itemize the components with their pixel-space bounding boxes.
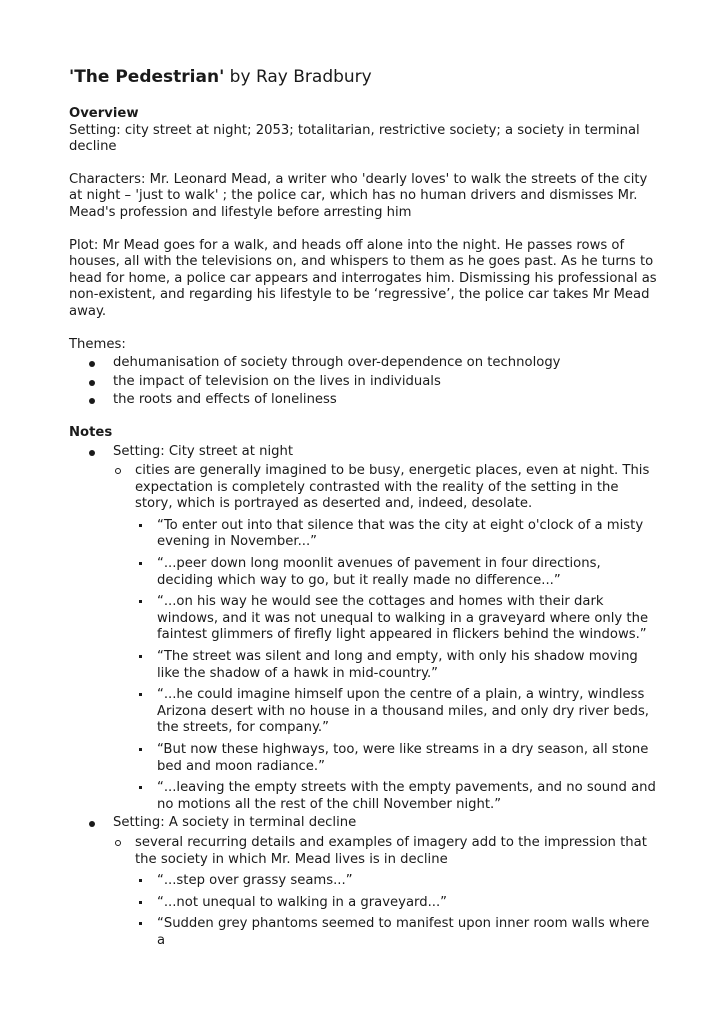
square-bullet-icon: [139, 901, 142, 904]
quote-text: “...leaving the empty streets with the empty pavements, and no sound and no motions all the rest of the chill November night.”: [157, 780, 656, 812]
square-bullet-icon: [139, 879, 142, 882]
square-bullet-icon: [139, 786, 142, 789]
quote-text: “...he could imagine himself upon the centre of a plain, a wintry, windless Arizona desert with no house in a thousand miles, and only dry river beds, the streets, for company.”: [157, 687, 650, 736]
circle-bullet-icon: [115, 468, 121, 474]
square-bullet-icon: [139, 524, 142, 527]
quote-item: [135, 594, 659, 644]
quote-text: “But now these highways, too, were like streams in a dry season, all stone bed and moon radiance.”: [157, 742, 649, 774]
section-label: Setting: City street at night: [113, 443, 294, 459]
quote-text: “...step over grassy seams...”: [157, 873, 353, 889]
section-point: [113, 835, 659, 950]
square-bullet-icon: [139, 600, 142, 603]
square-bullet-icon: [139, 748, 142, 751]
section-point: [113, 463, 659, 813]
theme-item: [69, 355, 659, 372]
theme-item: [69, 374, 659, 391]
overview-heading: Overview: [69, 106, 139, 121]
overview-plot: Plot: Mr Mead goes for a walk, and heads off alone into the night. He passes rows of houses, all with the televisions on, and whispers to them as he goes past. As he turns to head for home, a police car appears and interrogates him. Dismissing his professional as non-existent, and regarding his lifestyle to be ‘regressive’, the police car takes Mr Mead away.: [69, 237, 657, 319]
bullet-icon: [89, 398, 95, 404]
square-bullet-icon: [139, 655, 142, 658]
point-text: several recurring details and examples of imagery add to the impression that the society in which Mr. Mead lives is in decline: [135, 834, 647, 867]
square-bullet-icon: [139, 922, 142, 925]
point-text: cities are generally imagined to be busy, energetic places, even at night. This expectation is completely contrasted with the reality of the setting in the story, which is portrayed as deserted and, indeed, desolate.: [135, 463, 650, 512]
quote-text: “...peer down long moonlit avenues of pavement in four directions, deciding which way to go, but it really made no difference...”: [157, 556, 601, 588]
quote-text: “The street was silent and long and empty, with only his shadow moving like the shadow of a hawk in mid-country.”: [157, 649, 638, 681]
quote-item: [135, 742, 659, 775]
quote-text: “Sudden grey phantoms seemed to manifest upon inner room walls where a: [157, 916, 650, 948]
title-author: by Ray Bradbury: [224, 67, 372, 87]
bullet-icon: [89, 361, 95, 367]
quote-text: “To enter out into that silence that was the city at eight o'clock of a misty evening in November...”: [157, 517, 644, 550]
quote-item: [135, 895, 659, 912]
bullet-icon: [89, 450, 95, 456]
title-quoted: 'The Pedestrian': [69, 67, 225, 87]
quote-item: [135, 687, 659, 737]
bullet-icon: [89, 821, 95, 827]
section-label: Setting: A society in terminal decline: [113, 815, 357, 831]
notes-heading: Notes: [69, 424, 113, 440]
themes-label: Themes:: [69, 336, 126, 352]
square-bullet-icon: [139, 693, 142, 696]
quote-item: [135, 556, 659, 589]
quote-list: [135, 873, 659, 949]
quote-text: “...not unequal to walking in a graveyard...”: [157, 894, 448, 910]
quote-text: “...on his way he would see the cottages and homes with their dark windows, and it was not unequal to walking in a graveyard where only the faintest glimmers of firefly light appeared in flickers behind the windows.”: [157, 594, 649, 643]
theme-text: the roots and effects of loneliness: [113, 392, 337, 408]
quote-item: [135, 916, 659, 949]
overview-setting: Setting: city street at night; 2053; totalitarian, restrictive society; a society in terminal decline: [69, 122, 640, 155]
bullet-icon: [89, 380, 95, 386]
quote-list: [135, 518, 659, 814]
notes-section: [69, 815, 659, 949]
overview-characters: Characters: Mr. Leonard Mead, a writer who 'dearly loves' to walk the streets of the city at night – 'just to walk' ; the police car, which has no human drivers and dismisses Mr. Mead's profession and lifestyle before arresting him: [69, 171, 648, 220]
quote-item: [135, 518, 659, 551]
theme-text: dehumanisation of society through over-dependence on technology: [113, 355, 561, 371]
quote-item: [135, 873, 659, 890]
square-bullet-icon: [139, 562, 142, 565]
circle-bullet-icon: [115, 840, 121, 846]
section-points: [113, 835, 659, 950]
theme-text: the impact of television on the lives in individuals: [113, 373, 441, 389]
quote-item: [135, 780, 659, 813]
quote-item: [135, 649, 659, 682]
notes-list: [69, 444, 659, 950]
section-points: [113, 463, 659, 813]
document-page: [69, 66, 659, 950]
theme-item: [69, 392, 659, 409]
notes-section: [69, 444, 659, 814]
document-title: [69, 66, 659, 88]
themes-list: [69, 355, 659, 409]
